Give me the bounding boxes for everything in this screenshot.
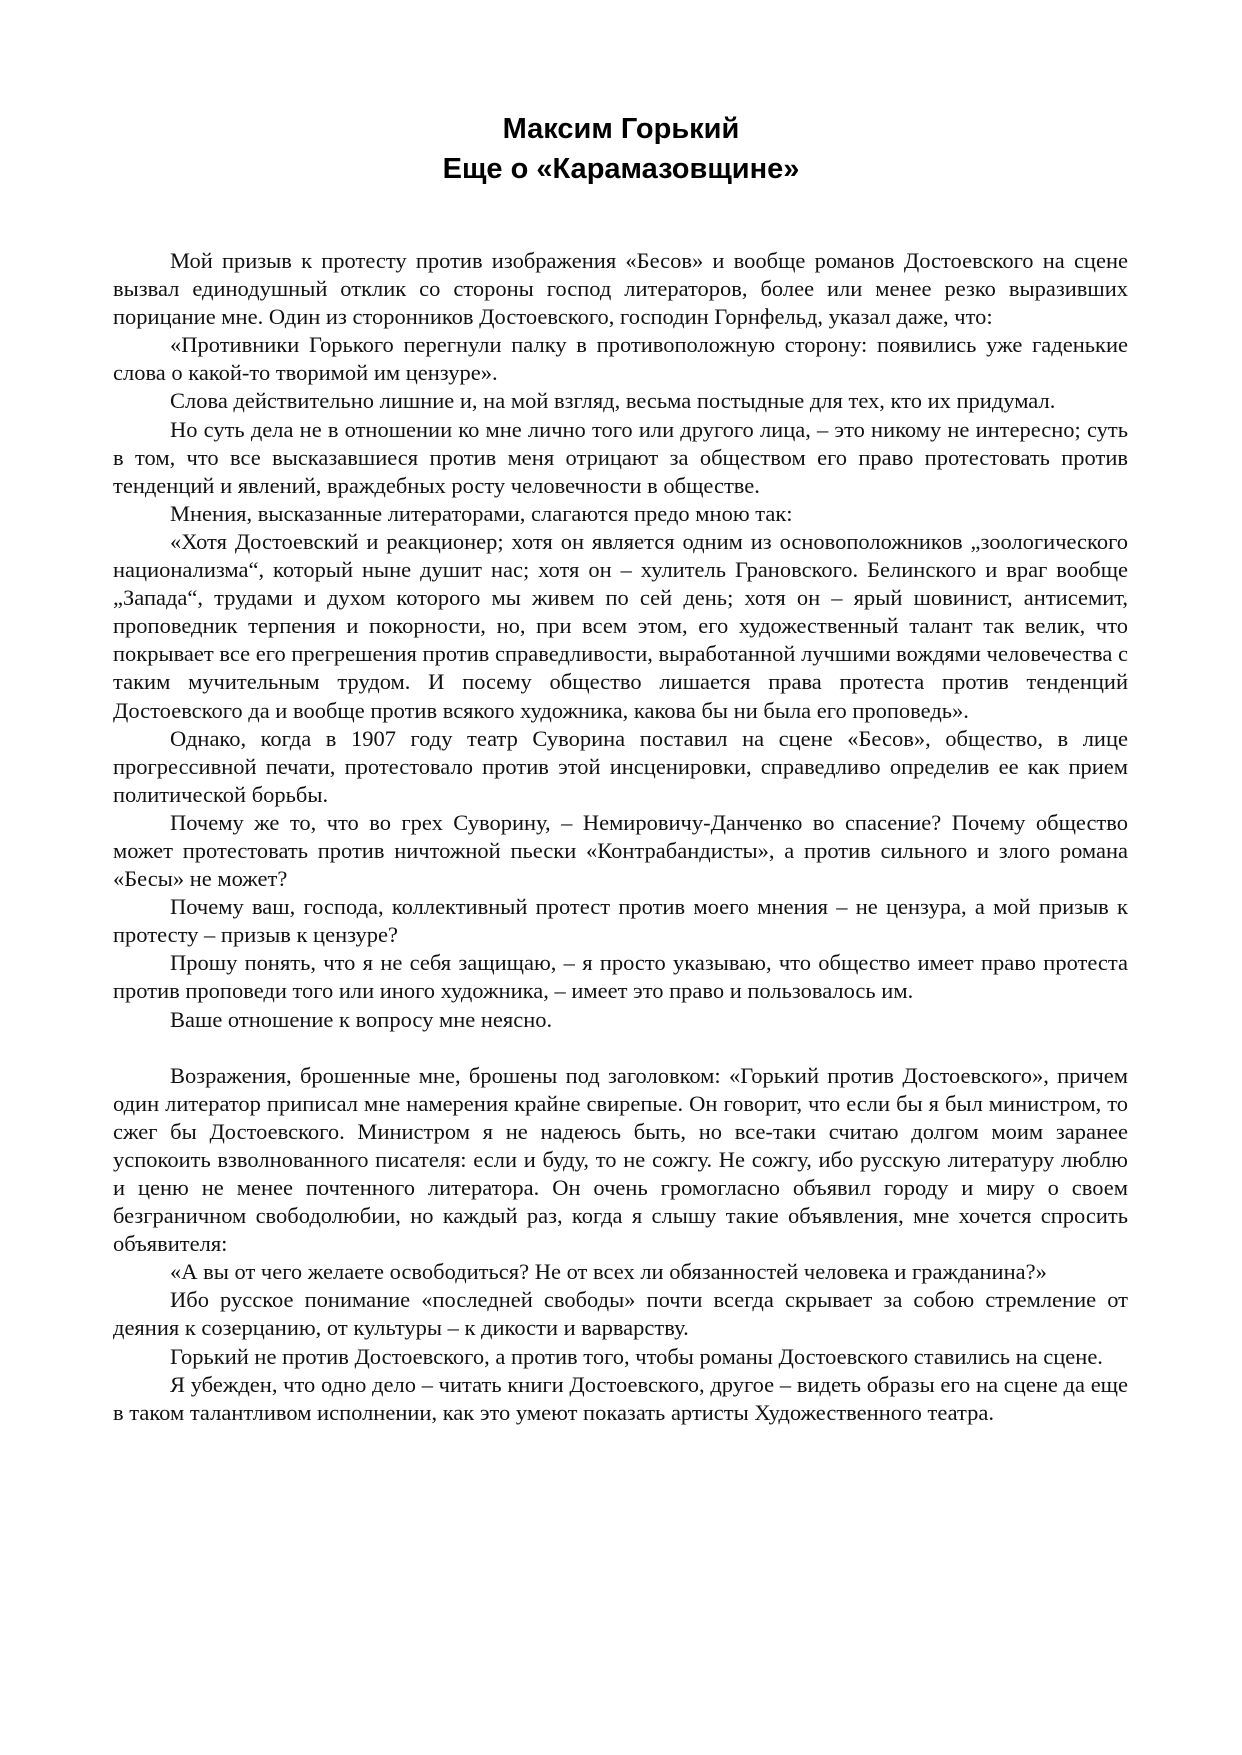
quote-paragraph: «А вы от чего желаете освободиться? Не от всех ли обязанностей человека и гражданина?» [170, 1259, 1047, 1285]
paragraph: Однако, когда в 1907 году театр Суворина поставил на сцене «Бесов», общество, в лице прогрессивной печати, протестовало против этой инсценировки, справедливо определив ее как прием политической борьбы. [113, 725, 1128, 807]
paragraph: Почему же то, что во грех Суворину, – Немировичу-Данченко во спасение? Почему общество может протестовать против ничтожной пьески «Контрабандисты», а против сильного и злого романа «Бесы» не может? [113, 809, 1128, 892]
article-body [113, 247, 1128, 1427]
paragraph: Горький не против Достоевского, а против того, чтобы романы Достоевского ставились на сцене. [170, 1343, 1103, 1369]
paragraph: Мнения, высказанные литераторами, слагаются предо мною так: [170, 500, 793, 526]
document-title: Еще о «Карамазовщине» [442, 153, 800, 185]
paragraph: Я убежден, что одно дело – читать книги Достоевского, другое – видеть образы его на сцене да еще в таком талантливом исполнении, как это умеют показать артисты Художественного театра. [113, 1371, 1128, 1425]
quote-paragraph: «Хотя Достоевский и реакционер; хотя он является одним из основоположников „зоологического национализма“, который ныне душит нас; хотя он – хулитель Грановского. Белинского и враг вообще „Запада“, трудами и духом которого мы живем по сей день; хотя он – ярый шовинист, антисемит, проповедник терпения и покорности, но, при всем этом, его художественный талант так велик, что покрывает все его прегрешения против справедливости, выработанной лучшими вождями человечества с таким мучительным трудом. И посему общество лишается права протеста против тенденций Достоевского да и вообще против всякого художника, какова бы ни была его проповедь». [113, 528, 1128, 723]
quote-paragraph: «Противники Горького перегнули палку в противоположную сторону: появились уже гаденькие слова о какой-то творимой им цензуре». [113, 332, 1128, 386]
paragraph: Но суть дела не в отношении ко мне лично того или другого лица, – это никому не интересно; суть в том, что все высказавшиеся против меня отрицают за обществом его право протестовать против тенденций и явлений, враждебных росту человечности в обществе. [113, 416, 1128, 498]
paragraph: Почему ваш, господа, коллективный протест против моего мнения – не цензура, а мой призыв к протесту – призыв к цензуре? [113, 894, 1128, 948]
paragraph: Прошу понять, что я не себя защищаю, – я просто указываю, что общество имеет право протеста против проповеди того или иного художника, – имеет это право и пользовалось им. [113, 950, 1128, 1004]
paragraph: Ибо русское понимание «последней свободы» почти всегда скрывает за собою стремление от деяния к созерцанию, от культуры – к дикости и варварству. [113, 1287, 1128, 1341]
paragraph: Мой призыв к протесту против изображения «Бесов» и вообще романов Достоевского на сцене вызвал единодушный отклик со стороны господ литераторов, более или менее резко выразивших порицание мне. Один из сторонников Достоевского, господин Горнфельд, указал даже, что: [113, 248, 1128, 330]
paragraph: Слова действительно лишние и, на мой взгляд, весьма постыдные для тех, кто их придумал. [170, 388, 1056, 414]
paragraph: Ваше отношение к вопросу мне неясно. [170, 1006, 553, 1032]
author-name: Максим Горький [502, 113, 740, 145]
paragraph: Возражения, брошенные мне, брошены под заголовком: «Горький против Достоевского», причем один литератор приписал мне намерения крайне свирепые. Он говорит, что если бы я был министром, то сжег бы Достоевского. Министром я не надеюсь быть, но все-таки считаю долгом моим заранее успокоить взволнованного писателя: если и буду, то не сожгу. Не сожгу, ибо русскую литературу люблю и ценю не менее почтенного литератора. Он очень громогласно объявил городу и миру о своем безграничном свободолюбии, но каждый раз, когда я слышу такие объявления, мне хочется спросить объявителя: [113, 1062, 1128, 1257]
